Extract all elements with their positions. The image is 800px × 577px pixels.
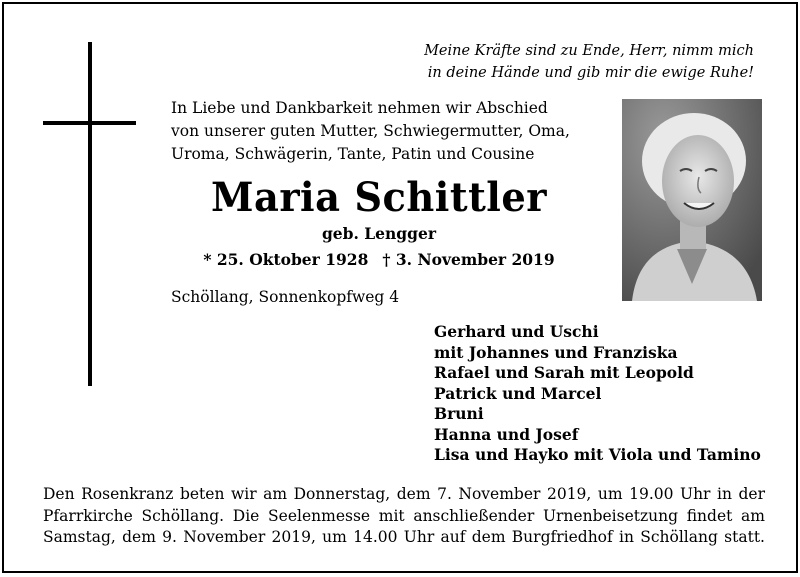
list-item: Patrick und Marcel <box>434 383 602 403</box>
verse-line: in deine Hände und gib mir die ewige Ruhe! <box>427 65 754 81</box>
service-information <box>43 484 765 549</box>
list-item: Gerhard und Uschi <box>434 322 599 341</box>
death-date: † 3. November 2019 <box>382 250 555 269</box>
service-line: Samstag, dem 9. November 2019, um 14.00 Uhr auf dem Burgfriedhof in Schöllang statt. <box>43 528 765 546</box>
list-item: mit Johannes und Franziska <box>434 342 678 362</box>
intro-line: Uroma, Schwägerin, Tante, Patin und Cousine <box>171 145 535 163</box>
obituary-notice <box>2 2 798 573</box>
list-item: Rafael und Sarah mit Leopold <box>434 363 694 382</box>
address: Schöllang, Sonnenkopfweg 4 <box>171 288 400 306</box>
birth-date: * 25. Oktober 1928 <box>203 250 369 269</box>
list-item: Bruni <box>434 404 484 423</box>
intro-line: von unserer guten Mutter, Schwiegermutter, Oma, <box>171 122 570 140</box>
verse-line: Meine Kräfte sind zu Ende, Herr, nimm mich <box>424 43 754 59</box>
service-line: Pfarrkirche Schöllang. Die Seelenmesse mit anschließender Urnenbeisetzung findet am <box>43 506 765 525</box>
mourners-list <box>434 322 761 466</box>
life-dates <box>170 250 588 269</box>
intro-text <box>171 97 601 166</box>
bible-verse <box>374 40 754 84</box>
deceased-name: Maria Schittler <box>211 174 547 221</box>
portrait-photo <box>622 99 762 301</box>
cross-icon-vertical <box>88 42 92 386</box>
birth-name: geb. Lengger <box>321 224 437 243</box>
cross-icon-horizontal <box>43 121 136 125</box>
list-item: Hanna und Josef <box>434 424 579 444</box>
service-line: Den Rosenkranz beten wir am Donnerstag, dem 7. November 2019, um 19.00 Uhr in der <box>43 485 765 503</box>
list-item: Lisa und Hayko mit Viola und Tamino <box>434 445 761 464</box>
intro-line: In Liebe und Dankbarkeit nehmen wir Abschied <box>171 99 548 117</box>
